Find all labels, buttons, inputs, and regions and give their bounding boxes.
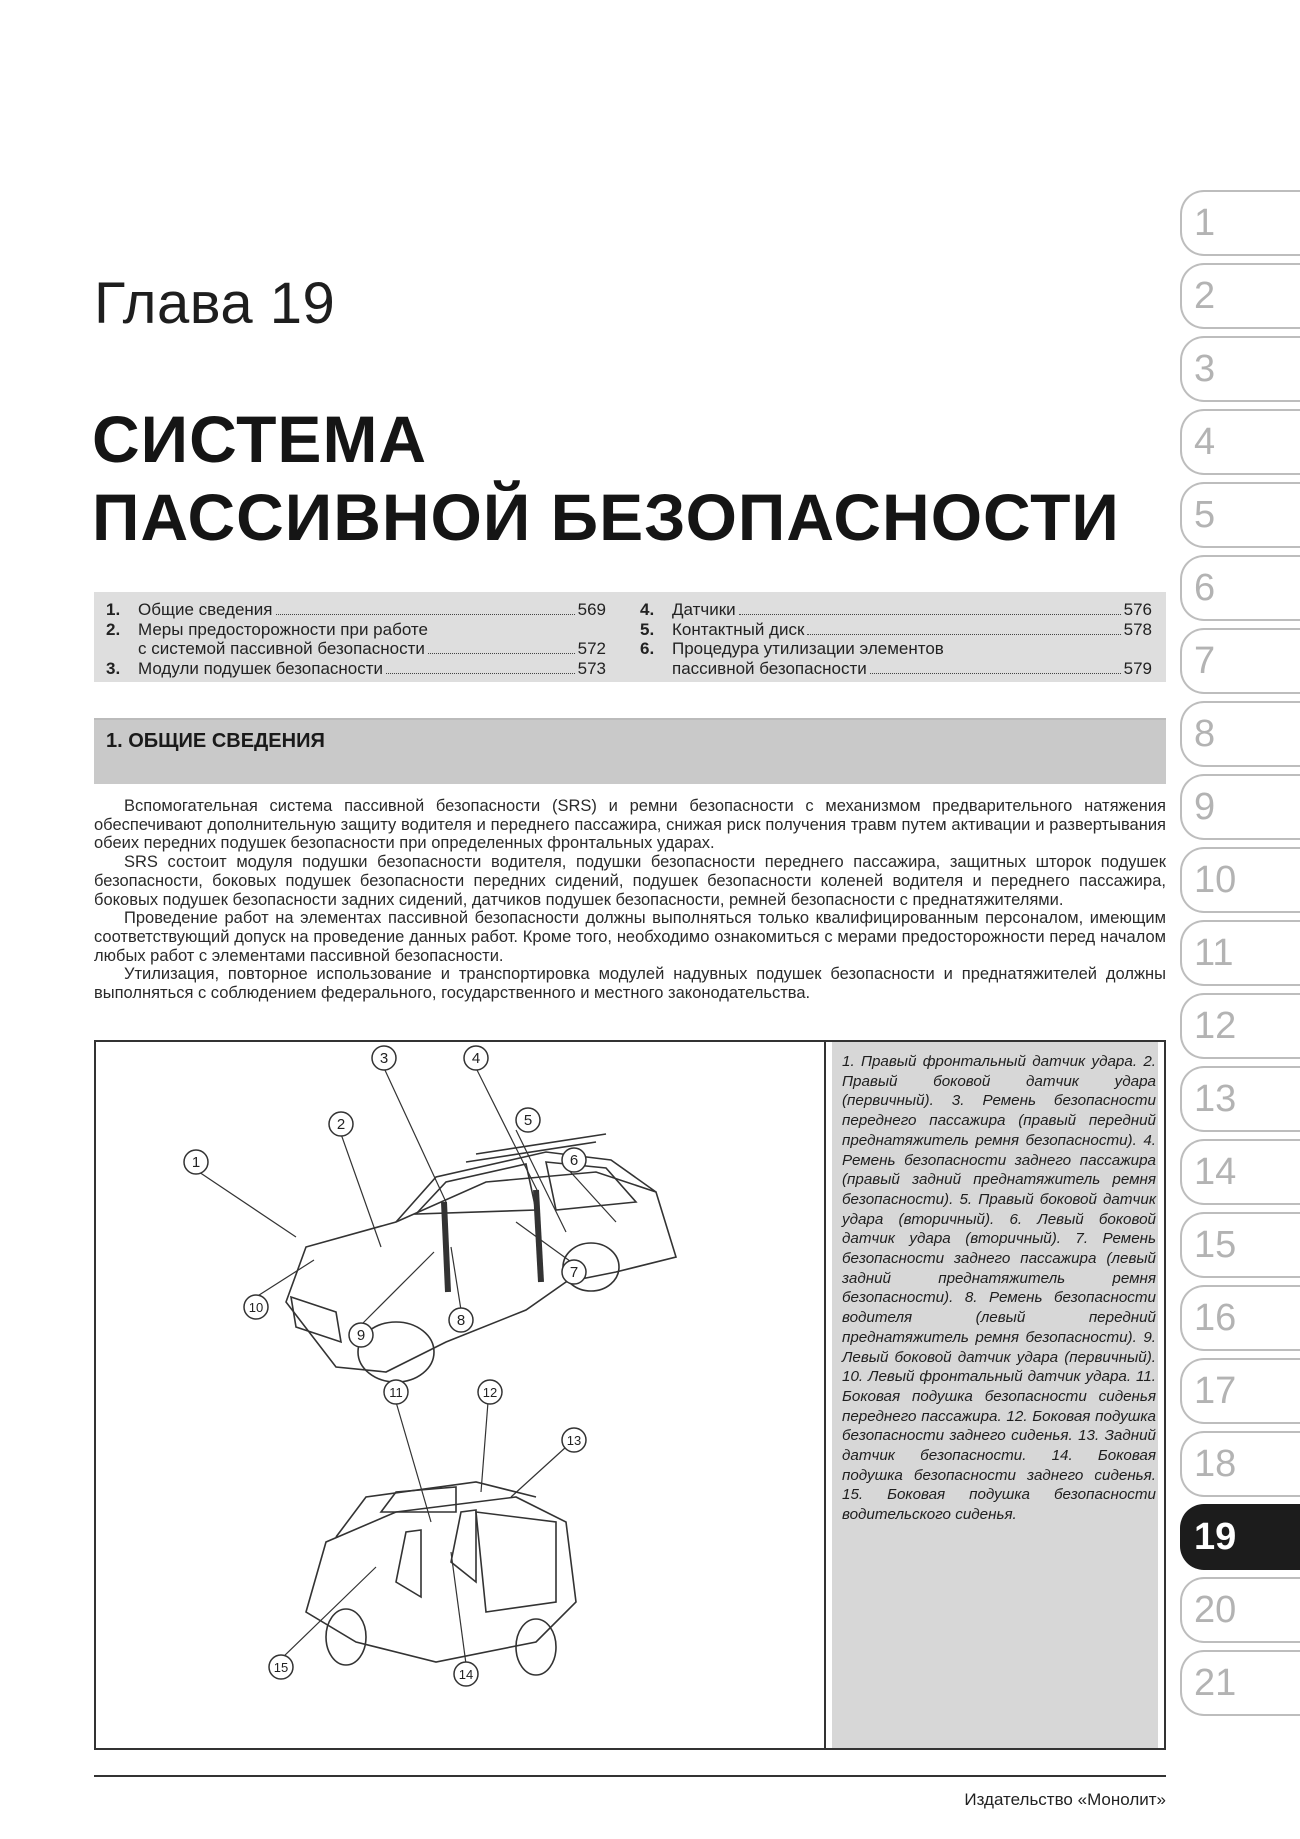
seat-rear [451,1510,476,1582]
chapter-tab-6[interactable]: 6 [1180,555,1300,621]
toc-item-title: Общие сведения [138,600,273,619]
svg-text:8: 8 [456,1312,466,1329]
toc-item-page: 573 [577,658,606,678]
toc-item[interactable] [640,600,1152,620]
svg-text:1: 1 [191,1154,201,1171]
toc-item[interactable] [106,600,606,620]
toc-item-number: 2. [106,619,121,639]
svg-text:15: 15 [273,1660,289,1675]
toc-item-title-line1: Меры предосторожности при работе [138,619,428,639]
footer-publisher: Издательство «Монолит» [964,1790,1166,1809]
svg-text:6: 6 [569,1152,579,1169]
toc-item-page: 576 [1123,600,1152,619]
vehicle-top-roof [396,1152,656,1222]
table-of-contents [94,592,1166,682]
svg-text:5: 5 [523,1112,533,1129]
vehicle-top-window [416,1164,536,1214]
svg-text:2: 2 [336,1116,346,1133]
callout-10 [244,1260,314,1319]
toc-item-title: Модули подушек безопасности [138,658,384,678]
section-title: 1. ОБЩИЕ СВЕДЕНИЯ [106,730,325,752]
svg-text:7: 7 [569,1264,579,1281]
chapter-tab-3[interactable]: 3 [1180,336,1300,402]
chapter-tab-14[interactable]: 14 [1180,1139,1300,1205]
chapter-tab-5[interactable]: 5 [1180,482,1300,548]
chapter-label: Глава 19 [94,271,336,336]
toc-item-number: 1. [106,600,121,619]
callout-5 [516,1108,566,1232]
callout-11 [384,1380,431,1522]
callout-9 [349,1252,434,1347]
toc-item-title: Контактный диск [672,619,805,639]
svg-text:11: 11 [389,1385,403,1400]
section-header [94,718,1166,784]
chapter-tab-10[interactable]: 10 [1180,847,1300,913]
callout-1 [184,1150,296,1237]
footer-divider [94,1775,1166,1777]
callout-15 [269,1567,376,1679]
vehicle-bottom-roof [336,1482,536,1537]
chapter-tab-2[interactable]: 2 [1180,263,1300,329]
toc-item-number: 6. [640,639,655,658]
toc-item[interactable] [106,659,606,679]
vehicle-top-window-rear [546,1162,636,1210]
toc-column-left [106,600,606,678]
callout-8 [449,1247,473,1332]
toc-item-title: с системой пассивной безопасности [138,639,425,658]
callout-7 [516,1222,586,1284]
callout-13 [511,1428,586,1497]
chapter-title-line2: ПАССИВНОЙ БЕЗОПАСНОСТИ [92,480,1120,554]
svg-text:4: 4 [471,1050,481,1067]
paragraph: Утилизация, повторное использование и транспортировка модулей надувных подушек безопасности и преднатяжителей должны выполняться с соблюдением федерального, государственного и местного законодательства. [94,965,1166,1003]
chapter-tab-12[interactable]: 12 [1180,993,1300,1059]
toc-item[interactable] [106,620,606,659]
vehicle-bottom-wheel-right [516,1619,556,1675]
toc-item-number: 4. [640,600,655,619]
chapter-tab-4[interactable]: 4 [1180,409,1300,475]
figure-drawing [96,1042,826,1748]
svg-text:14: 14 [458,1667,474,1682]
vehicle-bottom-tailgate [476,1512,556,1612]
chapter-tab-11[interactable]: 11 [1180,920,1300,986]
chapter-tab-21[interactable]: 21 [1180,1650,1300,1716]
chapter-tab-7[interactable]: 7 [1180,628,1300,694]
svg-text:3: 3 [379,1050,389,1067]
paragraph: Проведение работ на элементах пассивной безопасности должны выполняться только квалифицированным персоналом, имеющим соответствующий допуск на проведение данных работ. Кроме того, необходимо ознакомиться с мерами предосторожности перед началом любых работ с элементами пассивной безопасности. [94,909,1166,965]
section-body [94,797,1166,1003]
toc-item[interactable] [640,639,1152,678]
chapter-tab-18[interactable]: 18 [1180,1431,1300,1497]
chapter-tab-16[interactable]: 16 [1180,1285,1300,1351]
callout-2 [329,1112,381,1247]
chapter-tab-17[interactable]: 17 [1180,1358,1300,1424]
svg-text:13: 13 [566,1433,582,1448]
seat-front [396,1530,421,1597]
vehicle-bottom-window [381,1487,456,1512]
chapter-title [92,400,1142,556]
figure-legend [832,1042,1158,1748]
vehicle-top-body [286,1172,676,1372]
toc-item-title: Датчики [672,600,736,619]
chapter-tab-20[interactable]: 20 [1180,1577,1300,1643]
chapter-tab-13[interactable]: 13 [1180,1066,1300,1132]
figure-srs-components [94,1040,1166,1750]
svg-text:9: 9 [356,1327,366,1344]
toc-item-number: 5. [640,619,655,639]
toc-item-number: 3. [106,658,121,678]
paragraph: SRS состоит модуля подушки безопасности водителя, подушки безопасности переднего пассажира, защитных шторок подушек безопасности, боковых подушек безопасности передних сидений, подушек безопасности коленей водителя и переднего пассажира, боковых подушек безопасности задних сидений, датчиков подушек безопасности, ремней безопасности с преднатяжителями. [94,853,1166,909]
toc-item-page: 579 [1123,658,1152,678]
chapter-tab-19[interactable]: 19 [1180,1504,1300,1570]
callout-12 [478,1380,502,1492]
toc-item-page: 572 [577,639,606,658]
toc-item[interactable] [640,620,1152,640]
chapter-tab-9[interactable]: 9 [1180,774,1300,840]
toc-item-page: 578 [1123,619,1152,639]
vehicle-illustration [96,1042,824,1748]
toc-item-title-line1: Процедура утилизации элементов [672,639,944,658]
toc-item-page: 569 [577,600,606,619]
svg-text:12: 12 [482,1385,498,1400]
toc-column-right [640,600,1152,678]
chapter-title-line1: СИСТЕМА [92,402,428,476]
svg-text:10: 10 [248,1300,264,1315]
legend-text: 1. Правый фронтальный датчик удара. 2. Правый боковой датчик удара (первичный). 3. Ремень безопасности переднего пассажира (правый передний преднатяжитель ремня безопасности). 4. Ремень безопасности заднего пассажира (правый задний преднатяжитель ремня безопасности). 5. Правый боковой датчик удара (вторичный). 6. Левый боковой датчик удара (вторичный). 7. Ремень безопасности заднего пассажира (левый задний преднатяжитель ремня безопасности). 8. Ремень безопасности водителя (левый передний преднатяжитель ремня безопасности). 9. Левый боковой датчик удара (первичный). 10. Левый фронтальный датчик удара. 11. Боковая подушка безопасности сиденья переднего пассажира. 12. Боковая подушка безопасности заднего сиденья. 13. Задний датчик безопасности. 14. Боковая подушка безопасности заднего сиденья. 15. Боковая подушка безопасности водительского сиденья. [842,1053,1156,1524]
chapter-tab-15[interactable]: 15 [1180,1212,1300,1278]
paragraph: Вспомогательная система пассивной безопасности (SRS) и ремни безопасности с механизмом предварительного натяжения обеспечивают дополнительную защиту водителя и переднего пассажира, снижая риск получения травм путем активации и развертывания обеих передних подушек безопасности при определенных фронтальных ударах. [94,797,1166,853]
pillar-b-right [444,1202,448,1292]
pillar-c-right [536,1190,541,1282]
chapter-tab-1[interactable]: 1 [1180,190,1300,256]
vehicle-bottom-wheel-left [326,1609,366,1665]
chapter-tab-8[interactable]: 8 [1180,701,1300,767]
callout-3 [372,1046,446,1202]
toc-item-title: пассивной безопасности [672,658,867,678]
